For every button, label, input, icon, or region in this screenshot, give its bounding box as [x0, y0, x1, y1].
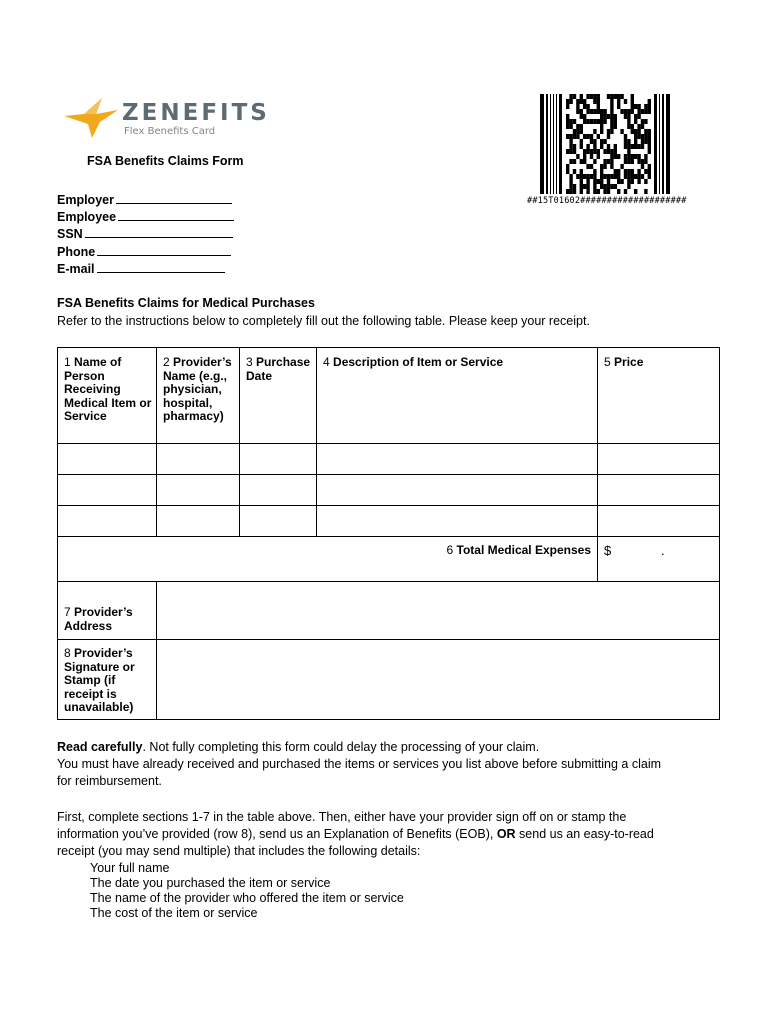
header-name-of-person: 1 Name of Person Receiving Medical Item or Service — [64, 355, 152, 423]
email-label: E-mail — [57, 262, 95, 276]
total-amount-field[interactable] — [598, 537, 719, 581]
table-row[interactable] — [58, 506, 719, 536]
phone-field[interactable] — [57, 244, 231, 259]
total-currency-symbol: $ — [604, 543, 612, 558]
read-carefully-note: Read carefully. Not fully completing this form could delay the processing of your claim. — [57, 740, 540, 754]
logo-brand-text: ZENEFITS — [122, 100, 270, 126]
instructions-line1: First, complete sections 1-7 in the table above. Then, either have your provider sign off on or stamp the — [57, 810, 627, 824]
detail-item: The date you purchased the item or service — [90, 876, 331, 890]
detail-item: The name of the provider who offered the item or service — [90, 891, 404, 905]
provider-address-field[interactable] — [157, 582, 719, 639]
detail-item: The cost of the item or service — [90, 906, 258, 920]
detail-item: Your full name — [90, 861, 170, 875]
total-medical-expenses-label: 6 Total Medical Expenses — [446, 543, 591, 557]
purchase-requirement-line1: You must have already received and purchased the items or services you list above before submitting a claim — [57, 757, 662, 771]
employer-field[interactable] — [57, 192, 232, 207]
barcode-image — [540, 94, 670, 194]
form-title: FSA Benefits Claims Form — [87, 154, 244, 168]
header-price: 5 Price — [604, 355, 644, 369]
ssn-label: SSN — [57, 227, 83, 241]
section-title: FSA Benefits Claims for Medical Purchases — [57, 296, 315, 310]
claims-table — [57, 347, 720, 720]
table-row[interactable] — [58, 444, 719, 474]
phone-label: Phone — [57, 245, 96, 259]
instructions-line3: receipt (you may send multiple) that includes the following details: — [57, 844, 421, 858]
email-field[interactable] — [57, 261, 225, 276]
total-decimal-point: . — [661, 543, 665, 558]
zenefits-logo — [62, 96, 270, 144]
barcode-code-text: ##15T01602#################### — [527, 196, 687, 206]
employee-field[interactable] — [57, 209, 234, 224]
employer-label: Employer — [57, 193, 114, 207]
header-description: 4 Description of Item or Service — [323, 355, 504, 369]
provider-signature-label: 8 Provider’s Signature or Stamp (if receipt is unavailable) — [64, 646, 135, 714]
section-instruction: Refer to the instructions below to completely fill out the following table. Please keep your receipt. — [57, 314, 590, 328]
provider-address-label: 7 Provider’s Address — [64, 605, 133, 633]
hummingbird-logo-icon — [62, 96, 120, 140]
provider-signature-field[interactable] — [157, 640, 719, 719]
logo-subtitle: Flex Benefits Card — [124, 126, 216, 137]
instructions-line2: information you’ve provided (row 8), send us an Explanation of Benefits (EOB), OR send us an easy-to-read — [57, 827, 654, 841]
ssn-field[interactable] — [57, 226, 233, 241]
header-provider-name: 2 Provider’s Name (e.g., physician, hospital, pharmacy) — [163, 355, 232, 423]
header-purchase-date: 3 Purchase Date — [246, 355, 311, 383]
table-row[interactable] — [58, 475, 719, 505]
purchase-requirement-line2: for reimbursement. — [57, 774, 162, 788]
employee-label: Employee — [57, 210, 117, 224]
